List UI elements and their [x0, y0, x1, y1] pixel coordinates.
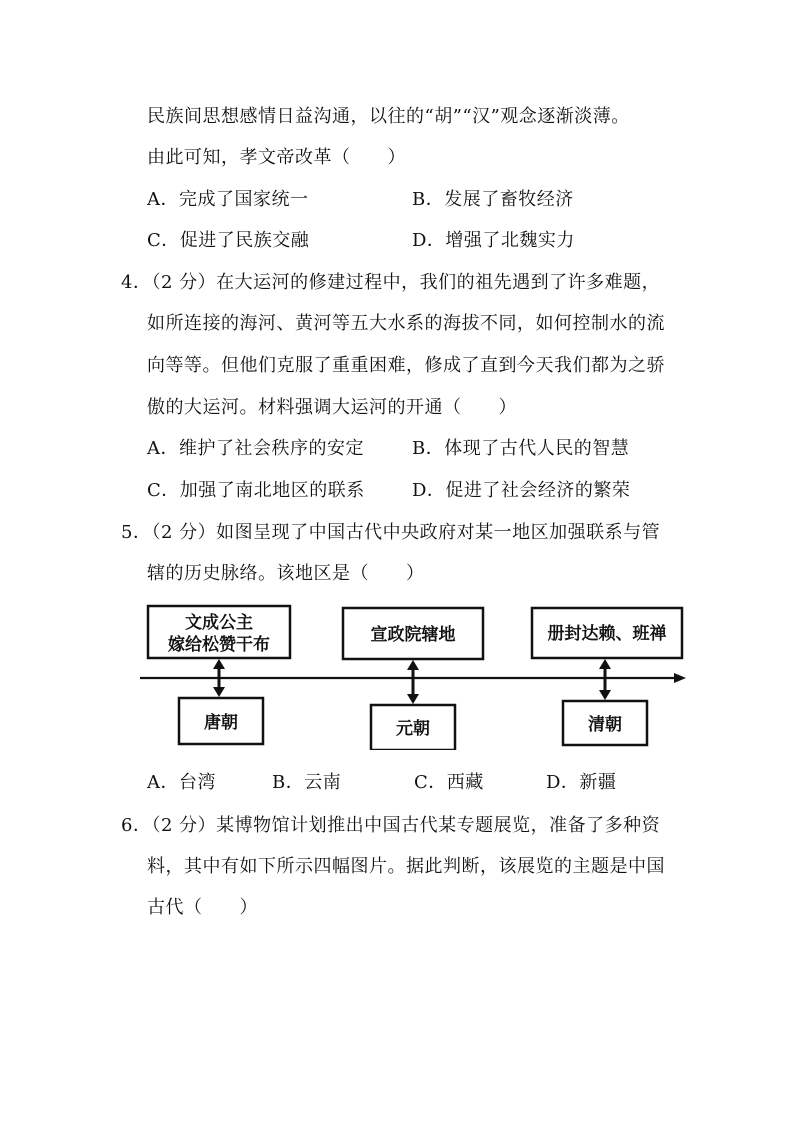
q5-option-c[interactable]: C．西藏 [414, 772, 484, 793]
q4-option-c[interactable]: C．加强了南北地区的联系 [147, 480, 365, 501]
q6-text-line-2: 料，其中有如下所示四幅图片。据此判断，该展览的主题是中国 [147, 856, 665, 877]
q5-option-d[interactable]: D．新疆 [546, 772, 617, 793]
q6-text-line-1: 6．（2 分）某博物馆计划推出中国古代某专题展览，准备了多种资 [121, 815, 661, 836]
timeline-diagram [138, 600, 690, 750]
q4-text-line-1: 4．（2 分）在大运河的修建过程中，我们的祖先遇到了许多难题， [121, 272, 661, 293]
q4-text-line-2: 如所连接的海河、黄河等五大水系的海拔不同，如何控制水的流 [147, 313, 665, 334]
q5-text-line-2: 辖的历史脉络。该地区是（ ） [147, 563, 425, 584]
q4-text-line-3: 向等等。但他们克服了重重困难，修成了直到今天我们都为之骄 [147, 355, 665, 376]
q4-option-b[interactable]: B．体现了古代人民的智慧 [412, 438, 630, 459]
q6-text-line-3: 古代（ ） [147, 897, 258, 918]
event-label-tang-line-1: 文成公主 [185, 613, 253, 633]
connector-qing [599, 659, 611, 700]
q3-option-c[interactable]: C．促进了民族交融 [147, 230, 310, 251]
event-label-tang-line-2: 嫁给松赞干布 [168, 635, 270, 655]
q4-text-line-4: 傲的大运河。材料强调大运河的开通（ ） [147, 397, 517, 418]
q3-text-line-1: 民族间思想感情日益沟通，以往的“胡”“汉”观念逐渐淡薄。 [147, 106, 630, 127]
q4-option-d[interactable]: D．促进了社会经济的繁荣 [412, 480, 631, 501]
q4-option-a[interactable]: A．维护了社会秩序的安定 [147, 438, 364, 459]
event-label-yuan: 宣政院辖地 [370, 625, 456, 645]
dynasty-label-tang: 唐朝 [204, 713, 238, 733]
q5-text-line-1: 5．（2 分）如图呈现了中国古代中央政府对某一地区加强联系与管 [121, 522, 661, 543]
dynasty-label-qing: 清朝 [588, 715, 622, 735]
event-label-qing: 册封达赖、班禅 [547, 624, 667, 644]
q3-option-a[interactable]: A．完成了国家统一 [147, 189, 309, 210]
connector-yuan [407, 660, 419, 704]
q5-option-a[interactable]: A．台湾 [147, 772, 216, 793]
q5-option-b[interactable]: B．云南 [272, 772, 342, 793]
q3-option-b[interactable]: B．发展了畜牧经济 [412, 189, 574, 210]
q3-text-line-2: 由此可知，孝文帝改革（ ） [147, 147, 406, 168]
q3-option-d[interactable]: D．增强了北魏实力 [412, 230, 575, 251]
timeline-arrow-icon [674, 673, 686, 683]
dynasty-label-yuan: 元朝 [396, 719, 430, 739]
